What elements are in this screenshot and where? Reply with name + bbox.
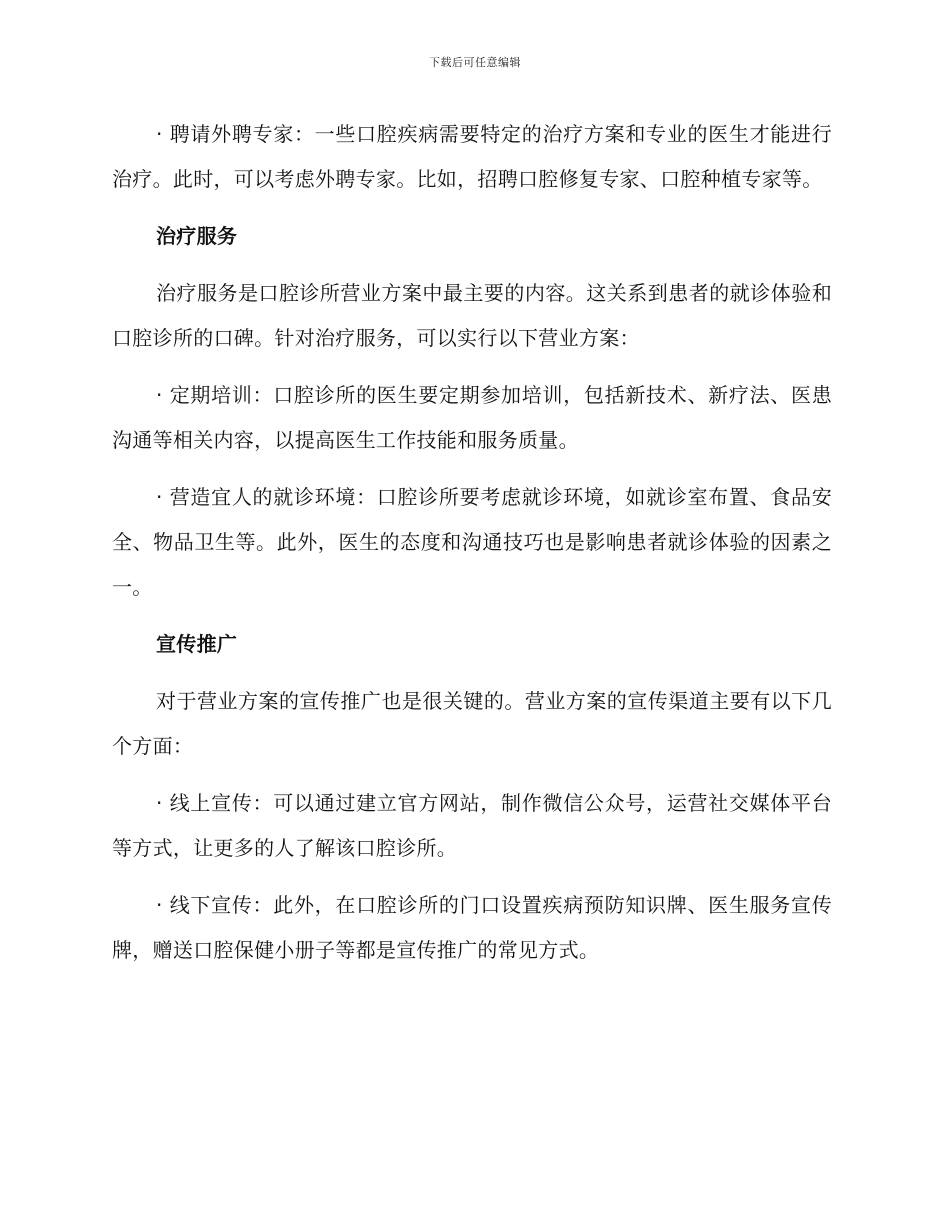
- paragraph-offline-promotion: · 线下宣传：此外，在口腔诊所的门口设置疾病预防知识牌、医生服务宣传牌，赠送口腔保健小册子等都是宣传推广的常见方式。: [112, 893, 832, 962]
- paragraph-promotion-intro: 对于营业方案的宣传推广也是很关键的。营业方案的宣传渠道主要有以下几个方面：: [112, 689, 832, 758]
- paragraph-regular-training: · 定期培训：口腔诊所的医生要定期参加培训，包括新技术、新疗法、医患沟通等相关内容，以提高医生工作技能和服务质量。: [112, 383, 832, 452]
- page-header: 下载后可任意编辑: [429, 56, 521, 69]
- section-heading-promotion: 宣传推广: [156, 632, 238, 656]
- paragraph-online-promotion: · 线上宣传：可以通过建立官方网站，制作微信公众号，运营社交媒体平台等方式，让更多的人了解该口腔诊所。: [112, 791, 832, 860]
- section-heading-treatment-service: 治疗服务: [156, 224, 238, 248]
- paragraph-treatment-intro: 治疗服务是口腔诊所营业方案中最主要的内容。这关系到患者的就诊体验和口腔诊所的口碑。针对治疗服务，可以实行以下营业方案：: [112, 281, 832, 350]
- document-body: [112, 112, 832, 985]
- paragraph-external-experts: · 聘请外聘专家：一些口腔疾病需要特定的治疗方案和专业的医生才能进行治疗。此时，可以考虑外聘专家。比如，招聘口腔修复专家、口腔种植专家等。: [112, 122, 832, 191]
- paragraph-pleasant-environment: · 营造宜人的就诊环境：口腔诊所要考虑就诊环境，如就诊室布置、食品安全、物品卫生等。此外，医生的态度和沟通技巧也是影响患者就诊体验的因素之一。: [112, 485, 832, 599]
